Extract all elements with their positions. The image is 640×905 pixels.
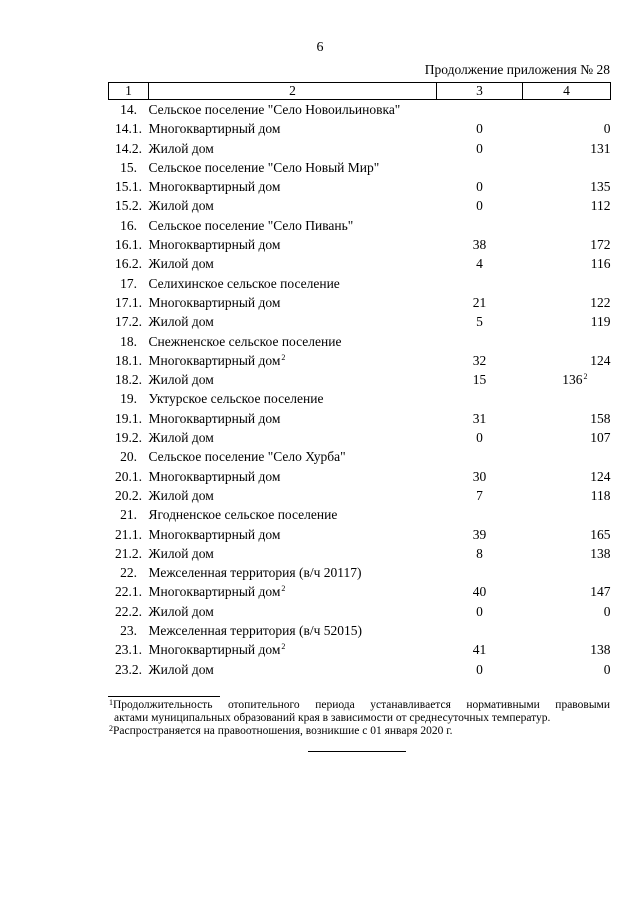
row-value-col4	[523, 351, 611, 370]
row-value-col4	[523, 274, 611, 293]
row-name	[149, 467, 437, 486]
row-value-col4-text: 0	[603, 661, 611, 677]
footnote-2-mark: 2	[109, 724, 113, 733]
row-name-text: Снежненское сельское поселение	[148, 333, 342, 349]
row-value-col4-text: 107	[590, 430, 611, 446]
row-number-text: 16.2.	[115, 256, 142, 272]
page-number: 6	[316, 40, 324, 55]
table-row	[109, 563, 611, 582]
row-value-col4-text: 147	[590, 584, 611, 600]
row-name-text: Сельское поселение "Село Новоильиновка"	[148, 102, 401, 117]
row-number	[109, 235, 149, 254]
row-value-col3-text: 7	[476, 487, 483, 503]
row-number-text: 18.1.	[115, 352, 142, 368]
row-number	[109, 409, 149, 428]
row-value-col3-text: 0	[476, 121, 483, 137]
row-value-col3	[437, 525, 523, 544]
end-rule	[308, 751, 406, 752]
table-row	[109, 467, 611, 486]
row-name	[149, 409, 437, 428]
column-header-4: 4	[523, 83, 611, 100]
row-value-col3	[437, 640, 523, 659]
row-number	[109, 467, 149, 486]
row-value-col4	[523, 158, 611, 177]
row-value-col3-text: 32	[472, 352, 487, 368]
table-row	[109, 254, 611, 273]
row-value-col3	[437, 602, 523, 621]
footnote-2-text: Распространяется на правоотношения, возникшие с 01 января 2020 г.	[113, 725, 453, 737]
row-number-text: 16.1.	[115, 237, 142, 253]
row-value-col4	[523, 409, 611, 428]
row-name-text: Сельское поселение "Село Пивань"	[148, 217, 354, 233]
row-name	[149, 660, 437, 679]
row-value-col4	[523, 100, 611, 120]
footnote-reference: 2	[583, 372, 588, 382]
row-value-col4	[523, 525, 611, 544]
row-value-col4	[523, 640, 611, 659]
row-value-col3	[437, 389, 523, 408]
row-number-text: 20.2.	[115, 487, 142, 503]
row-name-text: Многоквартирный дом	[148, 642, 281, 658]
row-value-col4	[523, 254, 611, 273]
table-row	[109, 447, 611, 466]
row-number-text: 19.	[120, 391, 137, 407]
row-name-text: Жилой дом	[148, 603, 214, 619]
row-name-text: Многоквартирный дом	[148, 121, 281, 137]
row-number-text: 15.1.	[115, 179, 142, 195]
row-name-text: Жилой дом	[148, 487, 214, 503]
row-value-col3-text: 41	[472, 642, 487, 658]
table-row	[109, 312, 611, 331]
row-value-col4-text: 116	[590, 256, 611, 272]
row-name	[149, 254, 437, 273]
row-value-col4-text: 122	[590, 294, 611, 310]
row-value-col4	[523, 216, 611, 235]
row-value-col4-text: 165	[590, 526, 611, 542]
row-name-text: Сельское поселение "Село Новый Мир"	[148, 159, 380, 175]
table-row	[109, 177, 611, 196]
row-value-col3	[437, 447, 523, 466]
row-name-text: Жилой дом	[148, 198, 214, 214]
row-value-col3	[437, 428, 523, 447]
row-value-col4	[523, 332, 611, 351]
row-value-col4-text: 172	[590, 237, 611, 253]
footnotes	[108, 699, 610, 738]
row-value-col4	[523, 582, 611, 601]
row-number-text: 23.2.	[115, 661, 142, 677]
row-value-col3-text: 4	[476, 256, 483, 272]
row-name-text: Межселенная территория (в/ч 20117)	[148, 565, 362, 581]
row-value-col4-text: 0	[603, 603, 611, 619]
table-row	[109, 351, 611, 370]
row-number	[109, 602, 149, 621]
table-row	[109, 660, 611, 679]
row-number	[109, 274, 149, 293]
table-row	[109, 602, 611, 621]
row-name	[149, 525, 437, 544]
row-value-col4-text: 118	[590, 487, 611, 503]
row-value-col3-text: 0	[476, 661, 483, 677]
table-row	[109, 100, 611, 120]
row-name-text: Ягодненское сельское поселение	[148, 507, 338, 523]
row-value-col4	[523, 119, 611, 138]
row-number-text: 21.	[120, 507, 137, 523]
row-value-col4-text: 135	[590, 179, 611, 195]
row-name-text: Жилой дом	[148, 430, 214, 446]
table-row	[109, 332, 611, 351]
table-row	[109, 216, 611, 235]
table-row	[109, 389, 611, 408]
row-value-col4	[523, 312, 611, 331]
table-row	[109, 582, 611, 601]
row-value-col3-text: 15	[472, 372, 487, 388]
row-number	[109, 293, 149, 312]
row-name-text: Многоквартирный дом	[148, 237, 281, 253]
row-number-text: 14.2.	[115, 140, 142, 156]
row-value-col4-text: 136	[562, 372, 583, 388]
row-value-col3-text: 0	[476, 140, 483, 156]
row-value-col4	[523, 660, 611, 679]
row-number	[109, 486, 149, 505]
row-name-text: Многоквартирный дом	[148, 294, 281, 310]
row-value-col3	[437, 370, 523, 389]
row-number-text: 15.2.	[115, 198, 142, 214]
row-number	[109, 640, 149, 659]
row-value-col3	[437, 351, 523, 370]
row-number-text: 20.	[120, 449, 137, 465]
row-value-col3-text: 0	[476, 430, 483, 446]
row-number	[109, 254, 149, 273]
row-name-text: Многоквартирный дом	[148, 584, 281, 600]
row-value-col4-text: 131	[590, 140, 611, 156]
table-row	[109, 274, 611, 293]
row-number-text: 18.2.	[115, 372, 142, 388]
row-value-col3-text: 31	[472, 410, 487, 426]
row-name	[149, 602, 437, 621]
row-number	[109, 544, 149, 563]
row-name	[149, 370, 437, 389]
row-name-text: Жилой дом	[148, 372, 214, 388]
row-number-text: 18.	[120, 333, 137, 349]
table-row	[109, 235, 611, 254]
row-number-text: 17.	[120, 275, 137, 291]
footnote-2	[108, 725, 610, 738]
row-value-col3	[437, 544, 523, 563]
row-value-col4	[523, 544, 611, 563]
row-value-col4	[523, 467, 611, 486]
row-value-col3	[437, 486, 523, 505]
row-name-text: Сельское поселение "Село Хурба"	[148, 449, 346, 465]
row-name	[149, 158, 437, 177]
row-value-col3	[437, 100, 523, 120]
data-table	[108, 82, 611, 679]
row-name	[149, 274, 437, 293]
row-value-col3	[437, 177, 523, 196]
table-row	[109, 621, 611, 640]
row-number-text: 22.1.	[115, 584, 142, 600]
row-value-col3-text: 39	[472, 526, 487, 542]
row-number-text: 16.	[120, 217, 137, 233]
row-name	[149, 100, 437, 120]
row-number	[109, 389, 149, 408]
row-value-col4	[523, 370, 611, 389]
table-row	[109, 640, 611, 659]
row-number	[109, 177, 149, 196]
row-value-col3	[437, 119, 523, 138]
row-number-text: 19.2.	[115, 430, 142, 446]
row-value-col4	[523, 447, 611, 466]
row-number	[109, 332, 149, 351]
row-value-col4-text: 124	[590, 468, 611, 484]
row-name	[149, 505, 437, 524]
row-value-col4	[523, 505, 611, 524]
row-name	[149, 293, 437, 312]
row-number-text: 14.1.	[115, 121, 142, 137]
row-value-col3-text: 0	[476, 603, 483, 619]
row-number-text: 19.1.	[115, 410, 142, 426]
row-value-col4	[523, 139, 611, 158]
footnote-1-mark: 1	[109, 698, 113, 707]
row-value-col3	[437, 274, 523, 293]
row-value-col3	[437, 563, 523, 582]
row-value-col3	[437, 467, 523, 486]
table-row	[109, 409, 611, 428]
row-name-text: Межселенная территория (в/ч 52015)	[148, 623, 362, 639]
column-header-3: 3	[437, 83, 523, 100]
table-row	[109, 158, 611, 177]
row-value-col3	[437, 216, 523, 235]
row-number-text: 21.2.	[115, 545, 142, 561]
row-value-col4-text: 119	[590, 314, 611, 330]
row-value-col3-text: 0	[476, 179, 483, 195]
row-value-col4-text: 138	[590, 642, 611, 658]
row-value-col4-text: 158	[590, 410, 611, 426]
row-number-text: 23.1.	[115, 642, 142, 658]
row-value-col4	[523, 389, 611, 408]
row-value-col3-text: 38	[472, 237, 487, 253]
table-row	[109, 370, 611, 389]
row-number	[109, 216, 149, 235]
row-name	[149, 582, 437, 601]
row-value-col3	[437, 660, 523, 679]
row-name-text: Многоквартирный дом	[148, 352, 281, 368]
row-number-text: 17.2.	[115, 314, 142, 330]
row-value-col3	[437, 235, 523, 254]
row-value-col4-text: 112	[590, 198, 611, 214]
row-number	[109, 582, 149, 601]
table-row	[109, 428, 611, 447]
row-name	[149, 119, 437, 138]
row-number	[109, 447, 149, 466]
row-name	[149, 447, 437, 466]
header-row	[109, 83, 611, 100]
row-value-col3	[437, 505, 523, 524]
row-number	[109, 139, 149, 158]
table-row	[109, 119, 611, 138]
row-value-col4	[523, 293, 611, 312]
row-name	[149, 177, 437, 196]
row-number	[109, 563, 149, 582]
row-value-col4-text: 138	[590, 545, 611, 561]
row-value-col3	[437, 332, 523, 351]
row-number-text: 22.2.	[115, 603, 142, 619]
row-value-col4	[523, 486, 611, 505]
row-name-text: Уктурское сельское поселение	[148, 391, 324, 407]
row-name	[149, 216, 437, 235]
row-name-text: Жилой дом	[148, 256, 214, 272]
row-value-col3	[437, 196, 523, 215]
row-value-col3	[437, 582, 523, 601]
row-name-text: Жилой дом	[148, 314, 214, 330]
footnote-1	[108, 699, 610, 712]
row-number	[109, 505, 149, 524]
row-name	[149, 428, 437, 447]
row-number-text: 23.	[120, 623, 137, 639]
row-number-text: 17.1.	[115, 294, 142, 310]
row-number-text: 21.1.	[115, 526, 142, 542]
table-row	[109, 139, 611, 158]
table-row	[109, 505, 611, 524]
row-name-text: Жилой дом	[148, 661, 214, 677]
row-number-text: 20.1.	[115, 468, 142, 484]
table-row	[109, 525, 611, 544]
column-header-1: 1	[109, 83, 149, 100]
row-name	[149, 640, 437, 659]
row-number	[109, 100, 149, 120]
row-value-col3-text: 0	[476, 198, 483, 214]
row-number	[109, 370, 149, 389]
row-name	[149, 544, 437, 563]
row-number-text: 15.	[120, 159, 137, 175]
row-value-col4	[523, 563, 611, 582]
continuation-heading: Продолжение приложения № 28	[424, 62, 610, 77]
row-value-col4	[523, 177, 611, 196]
row-name-text: Селихинское сельское поселение	[148, 275, 340, 291]
footnote-reference: 2	[281, 584, 286, 594]
row-value-col3-text: 40	[472, 584, 487, 600]
row-number	[109, 158, 149, 177]
row-number	[109, 621, 149, 640]
footnote-1-continuation: актами муниципальных образований края в зависимости от среднесуточных температур.	[114, 712, 551, 724]
row-value-col3-text: 5	[476, 314, 483, 330]
row-number	[109, 351, 149, 370]
row-value-col4	[523, 621, 611, 640]
table-row	[109, 196, 611, 215]
row-number	[109, 119, 149, 138]
footnote-separator	[108, 696, 220, 697]
row-value-col3	[437, 312, 523, 331]
row-name-text: Жилой дом	[148, 140, 214, 156]
row-value-col4	[523, 235, 611, 254]
row-name	[149, 196, 437, 215]
row-name	[149, 351, 437, 370]
footnote-1-text: Продолжительность отопительного периода устанавливается нормативными правовыми	[113, 699, 610, 711]
row-name	[149, 312, 437, 331]
row-name-text: Многоквартирный дом	[148, 179, 281, 195]
row-number-text: 14.	[120, 102, 137, 117]
row-value-col4-text: 0	[603, 121, 611, 137]
row-value-col4-text: 124	[590, 352, 611, 368]
row-value-col3	[437, 409, 523, 428]
column-header-2: 2	[149, 83, 437, 100]
row-value-col4	[523, 428, 611, 447]
table-row	[109, 486, 611, 505]
row-name	[149, 332, 437, 351]
row-number	[109, 428, 149, 447]
row-value-col3-text: 30	[472, 468, 487, 484]
row-number	[109, 525, 149, 544]
row-name-text: Многоквартирный дом	[148, 526, 281, 542]
row-name	[149, 389, 437, 408]
row-value-col3	[437, 158, 523, 177]
footnote-reference: 2	[281, 642, 286, 652]
row-number	[109, 196, 149, 215]
footnote-reference: 2	[281, 352, 286, 362]
table-row	[109, 544, 611, 563]
row-name-text: Многоквартирный дом	[148, 410, 281, 426]
table-row	[109, 293, 611, 312]
row-number-text: 22.	[120, 565, 137, 581]
row-name	[149, 139, 437, 158]
row-value-col3-text: 8	[476, 545, 483, 561]
row-value-col3	[437, 254, 523, 273]
row-value-col3	[437, 139, 523, 158]
row-name	[149, 486, 437, 505]
row-number	[109, 660, 149, 679]
row-number	[109, 312, 149, 331]
row-value-col4	[523, 602, 611, 621]
row-value-col3	[437, 621, 523, 640]
row-value-col3-text: 21	[472, 294, 487, 310]
row-name	[149, 235, 437, 254]
row-value-col3	[437, 293, 523, 312]
row-name-text: Жилой дом	[148, 545, 214, 561]
row-name	[149, 621, 437, 640]
row-name	[149, 563, 437, 582]
row-name-text: Многоквартирный дом	[148, 468, 281, 484]
row-value-col4	[523, 196, 611, 215]
